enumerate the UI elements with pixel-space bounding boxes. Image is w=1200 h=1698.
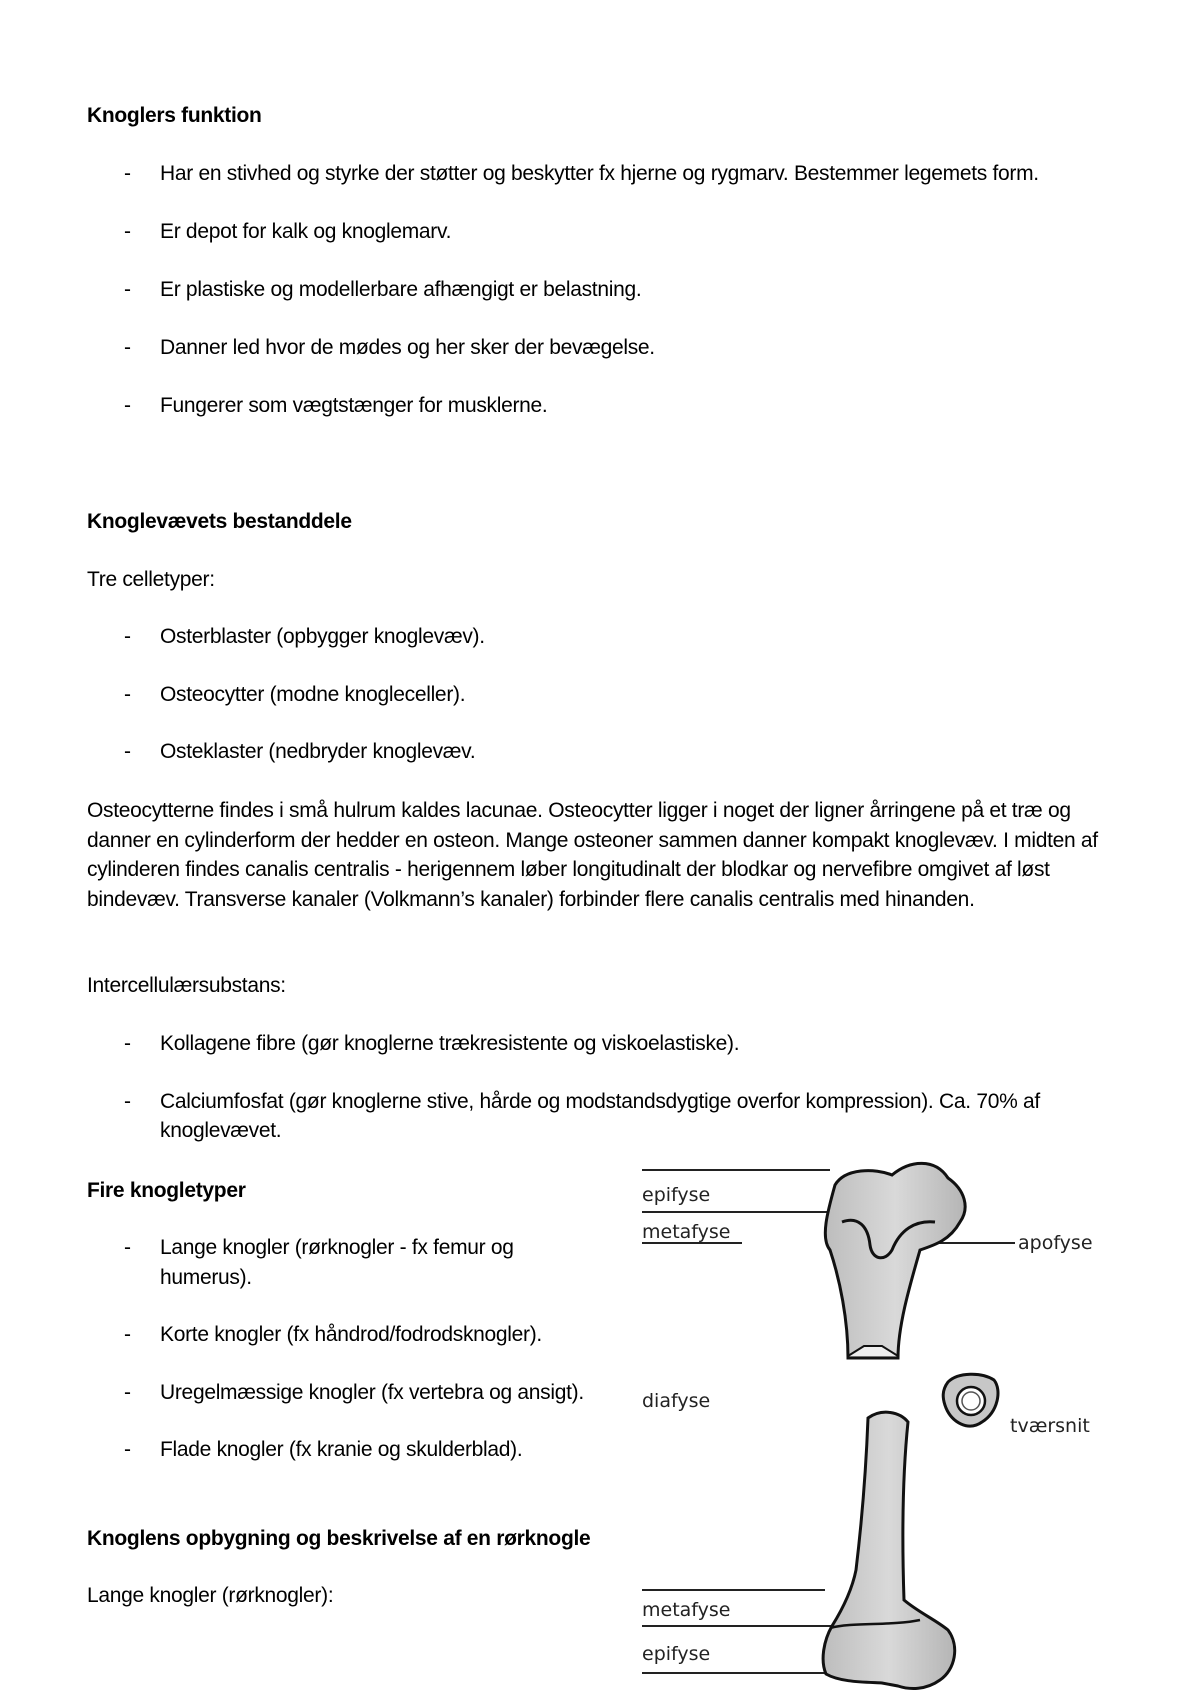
label-metafyse-top: metafyse (642, 1221, 731, 1243)
list-item: - Fungerer som vægtstænger for musklerne. (87, 391, 1147, 421)
bullet-dash: - (124, 682, 131, 706)
celletyper-list (87, 622, 1147, 795)
list-item: - Osterblaster (opbygger knoglevæv). (87, 622, 1147, 652)
bullet-dash: - (124, 625, 131, 648)
intercellulaer-label: Intercellulærsubstans: (87, 974, 286, 997)
list-item: - Flade knogler (fx kranie og skulderblad). (87, 1435, 587, 1465)
bullet-dash: - (124, 278, 131, 301)
bullet-dash: - (124, 220, 131, 243)
heading-knoglers-funktion: Knoglers funktion (87, 104, 262, 127)
list-item: - Er plastiske og modellerbare afhængigt er belastning. (87, 275, 1147, 305)
long-bone-diagram (630, 1150, 1110, 1698)
label-apofyse: apofyse (1018, 1232, 1093, 1254)
upper-bone-end (825, 1163, 965, 1358)
heading-knoglevaevets-bestanddele: Knoglevævets bestanddele (87, 510, 352, 533)
list-item: - Lange knogler (rørknogler - fx femur og humerus). (87, 1233, 587, 1292)
bullet-dash: - (124, 1323, 131, 1346)
funktion-list (87, 159, 1147, 449)
bullet-dash: - (124, 336, 131, 359)
bullet-dash: - (124, 1089, 131, 1113)
list-item: - Korte knogler (fx håndrod/fodrodsknogler). (87, 1320, 587, 1350)
label-diafyse: diafyse (642, 1390, 711, 1412)
list-item: - Calciumfosfat (gør knoglerne stive, hårde og modstandsdygtige overfor kompression). Ca. 70% af knoglevævet. (87, 1087, 1147, 1146)
cross-section (943, 1374, 998, 1426)
heading-fire-knogletyper: Fire knogletyper (87, 1179, 246, 1202)
label-epifyse-bottom: epifyse (642, 1643, 711, 1665)
list-item: - Har en stivhed og styrke der støtter og beskytter fx hjerne og rygmarv. Bestemmer legemets form. (87, 159, 1147, 189)
bullet-dash: - (124, 1032, 131, 1055)
celletyper-label: Tre celletyper: (87, 568, 215, 591)
bullet-dash: - (124, 162, 131, 185)
list-item: - Danner led hvor de mødes og her sker der bevægelse. (87, 333, 1147, 363)
label-metafyse-bottom: metafyse (642, 1599, 731, 1621)
bullet-dash: - (124, 740, 131, 763)
knogletyper-list (87, 1233, 587, 1493)
list-item: - Er depot for kalk og knoglemarv. (87, 217, 1147, 247)
list-item: - Osteocytter (modne knogleceller). (87, 680, 1147, 710)
list-item: - Uregelmæssige knogler (fx vertebra og ansigt). (87, 1378, 587, 1408)
bullet-dash: - (124, 1438, 131, 1461)
lange-knogler-label: Lange knogler (rørknogler): (87, 1584, 334, 1607)
label-tvaersnit: tværsnit (1010, 1415, 1090, 1437)
bullet-dash: - (124, 1380, 131, 1404)
bullet-dash: - (124, 1236, 131, 1259)
bullet-dash: - (124, 394, 131, 417)
label-epifyse-top: epifyse (642, 1184, 711, 1206)
osteocyt-paragraph: Osteocytterne findes i små hulrum kaldes lacunae. Osteocytter ligger i noget der ligner årringene på et træ og danner en cylinderform der hedder en osteon. Mange osteoner sammen danner kompakt knoglevæv. I midten af cylinderen findes canalis centralis - herigennem løber longitudinalt der blodkar og nervefibre omgivet af løst bindevæv. Transverse kanaler (Volkmann’s kanaler) forbinder flere canalis centralis med hinanden. (87, 799, 1098, 911)
list-item: - Osteklaster (nedbryder knoglevæv. (87, 737, 1147, 767)
heading-knoglens-opbygning: Knoglens opbygning og beskrivelse af en rørknogle (87, 1527, 591, 1550)
list-item: - Kollagene fibre (gør knoglerne trækresistente og viskoelastiske). (87, 1029, 1147, 1059)
lower-bone-end (823, 1412, 955, 1688)
